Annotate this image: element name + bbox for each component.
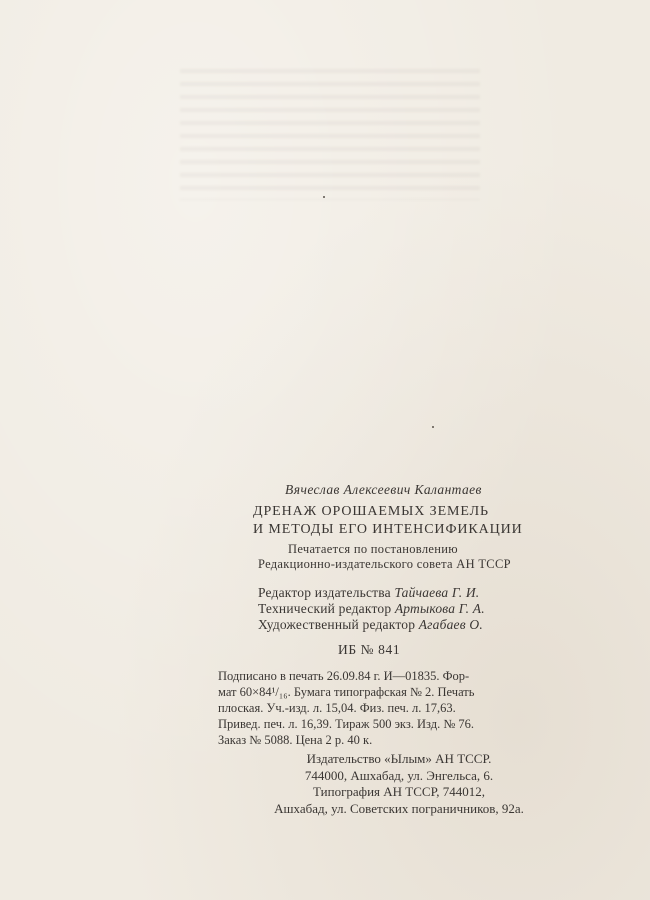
imprint-line: мат 60×84¹/₁₆. Бумага типографская № 2. Печать [218,685,475,699]
book-title-line-1: ДРЕНАЖ ОРОШАЕМЫХ ЗЕМЕЛЬ [253,504,489,519]
book-title-line-2: И МЕТОДЫ ЕГО ИНТЕНСИФИКАЦИИ [253,522,523,537]
printer-line-2: Ашхабад, ул. Советских пограничников, 92а. [274,800,524,816]
technical-editor-line [258,601,485,617]
editor-name: Агабаев О. [418,617,483,632]
imprint-line: Привед. печ. л. 16,39. Тираж 500 экз. Изд. № 76. [218,717,475,731]
bleed-through-text [180,60,480,200]
ib-number: ИБ № 841 [338,642,401,657]
editor-role: Редактор издательства [258,585,391,600]
publisher-line-1: Издательство «Ылым» АН ТССР. [306,751,492,766]
editor-line [258,585,479,601]
publication-note-line-1: Печатается по постановлению [288,542,458,556]
speck [323,196,325,198]
imprint-line: Заказ № 5088. Цена 2 р. 40 к. [218,733,373,747]
imprint-block [218,668,558,748]
editor-role: Художественный редактор [258,617,416,632]
publisher-line-2: 744000, Ашхабад, ул. Энгельса, 6. [304,767,494,783]
imprint-line: Подписано в печать 26.09.84 г. И—01835. Фор- [218,669,470,683]
publisher-and-printer [229,751,569,817]
author-name: Вячеслав Алексеевич Калантаев [285,482,482,497]
editor-role: Технический редактор [258,601,392,616]
editor-name: Тайчаева Г. И. [394,585,480,600]
printer-line-1: Типография АН ТССР, 744012, [313,784,485,799]
editor-name: Артыкова Г. А. [394,601,485,616]
speck [432,426,434,428]
publication-note-line-2: Редакционно-издательского совета АН ТССР [258,557,511,571]
imprint-line: плоская. Уч.-изд. л. 15,04. Физ. печ. л. 17,63. [218,701,456,715]
art-editor-line [258,617,483,633]
